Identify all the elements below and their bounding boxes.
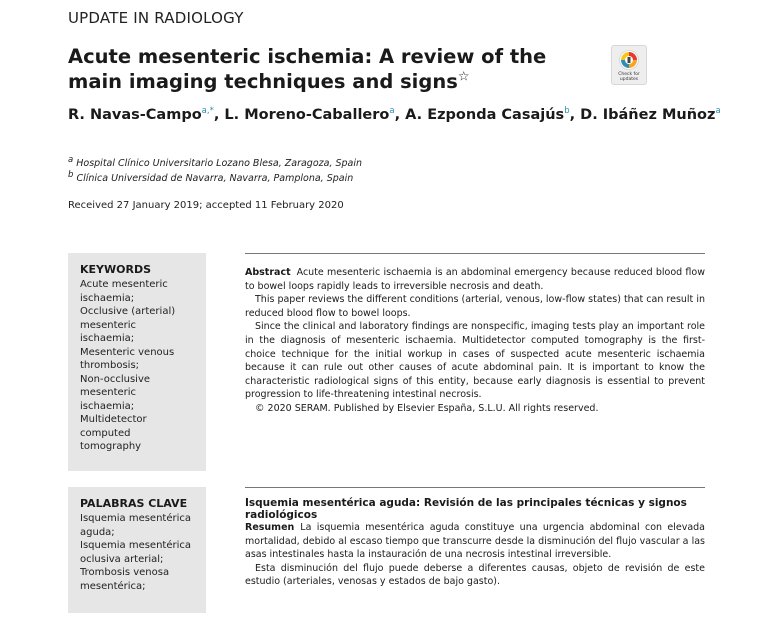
palabras-clave-title: PALABRAS CLAVE: [80, 497, 188, 510]
abstract-paragraph: [245, 266, 705, 293]
keyword-item: mesenteric: [80, 387, 137, 398]
keyword-item: aguda;: [80, 526, 115, 538]
keyword-item: computed: [80, 427, 131, 439]
title-footnote-star[interactable]: ☆: [457, 69, 470, 85]
keywords-box: [68, 253, 206, 471]
abstract-label: Abstract: [245, 267, 291, 278]
check-for-updates-label: Check for updates: [618, 72, 640, 82]
copyright-notice: © 2020 SERAM. Published by Elsevier España, S.L.U. All rights reserved.: [255, 402, 599, 414]
affiliation-b: [68, 170, 353, 184]
spanish-title: Isquemia mesentérica aguda: Revisión de las principales técnicas y signos radiológicos: [245, 497, 687, 521]
abstract-paragraph: Esta disminución del flujo puede deberse a diferentes causas, objeto de revisión de este estudio (arteriales, venosas y estados de bajo gasto).: [245, 562, 705, 588]
section-label: UPDATE IN RADIOLOGY: [68, 9, 244, 27]
author-affiliation-marker[interactable]: a,*: [201, 106, 214, 116]
abstract-paragraph: Since the clinical and laboratory findings are nonspecific, imaging tests play an important role in the diagnosis of mesenteric ischaemia. Multidetector computed tomography is the first-choice technique for the initial workup in cases of suspected acute mesenteric ischaemia because it can rule out other causes of acute abdominal pain. It is important to know the characteristic radiological signs of this entity, because early diagnosis is essential to prevent progression to life-threatening intestinal necrosis.: [245, 321, 705, 401]
author-name[interactable]: A. Ezponda Casajús: [405, 106, 565, 123]
check-for-updates-icon: [618, 49, 640, 71]
affiliation-a: [68, 155, 362, 169]
abstract-paragraph: [245, 521, 705, 562]
affiliation-marker: a: [68, 155, 74, 165]
keyword-item: ischaemia;: [80, 292, 135, 304]
check-for-updates-badge[interactable]: [611, 45, 647, 85]
keyword-item: Acute mesenteric: [80, 279, 168, 290]
keyword-item: ischaemia;: [80, 333, 135, 344]
keyword-item: ischaemia;: [80, 400, 135, 412]
keywords-title: KEYWORDS: [80, 263, 152, 276]
abstract-paragraph: This paper reviews the different conditions (arterial, venous, low-flow states) that can result in reduced blood flow to bowel loops.: [245, 294, 705, 319]
divider: [245, 487, 705, 488]
author-list: R. Navas-Campo$^{a,*}$, L. Moreno-Caballero$^a$, A. Ezponda Casajús$^b$, D. Ibáñez Muñoz$^a$: [68, 106, 721, 123]
author-name[interactable]: L. Moreno-Caballero: [224, 106, 390, 123]
abstract-english: [245, 266, 705, 416]
affiliation-text: Clínica Universidad de Navarra, Navarra, Pamplona, Spain: [76, 173, 354, 185]
palabras-clave-box: [68, 487, 206, 613]
author-affiliation-marker[interactable]: a: [389, 106, 395, 116]
affiliation-text: Hospital Clínico Universitario Lozano Blesa, Zaragoza, Spain: [76, 158, 363, 170]
article-title-text: Acute mesenteric ischemia: A review of the main imaging techniques and signs: [68, 45, 547, 93]
keyword-item: Multidetector: [80, 414, 147, 425]
article-title: [68, 44, 588, 94]
keyword-item: Isquemia mesentérica: [80, 540, 192, 551]
resumen-text: La isquemia mesentérica aguda constituye una urgencia abdominal con elevada mortalidad, debido al escaso tiempo que transcurre desde la disminución del flujo vascular a las asas intestinales hasta la instauración de una necrosis intestinal irreversible.: [245, 522, 705, 561]
keyword-item: mesenteric: [80, 319, 137, 331]
author-name[interactable]: D. Ibáñez Muñoz: [580, 106, 716, 123]
keyword-item: Isquemia mesentérica: [80, 513, 192, 524]
divider: [245, 253, 705, 254]
keyword-item: Non-occlusive: [80, 373, 151, 385]
abstract-text: Acute mesenteric ischaemia is an abdominal emergency because reduced blood flow to bowel loops rapidly leads to irreversible necrosis and death.: [245, 267, 705, 292]
author-name[interactable]: R. Navas-Campo: [68, 106, 202, 123]
author-affiliation-marker[interactable]: b: [564, 106, 570, 116]
resumen-label: Resumen: [245, 522, 295, 533]
keyword-item: Trombosis venosa: [80, 567, 170, 578]
keyword-item: thrombosis;: [80, 360, 140, 371]
received-dates: Received 27 January 2019; accepted 11 February 2020: [68, 200, 344, 211]
abstract-spanish: [245, 521, 705, 589]
keyword-item: oclusiva arterial;: [80, 553, 164, 565]
keyword-item: Mesenteric venous: [80, 346, 175, 358]
author-affiliation-marker[interactable]: a: [715, 106, 721, 116]
keyword-item: mesentérica;: [80, 580, 146, 592]
keyword-item: tomography: [80, 441, 142, 452]
affiliation-marker: b: [68, 170, 74, 180]
keyword-item: Occlusive (arterial): [80, 306, 176, 317]
